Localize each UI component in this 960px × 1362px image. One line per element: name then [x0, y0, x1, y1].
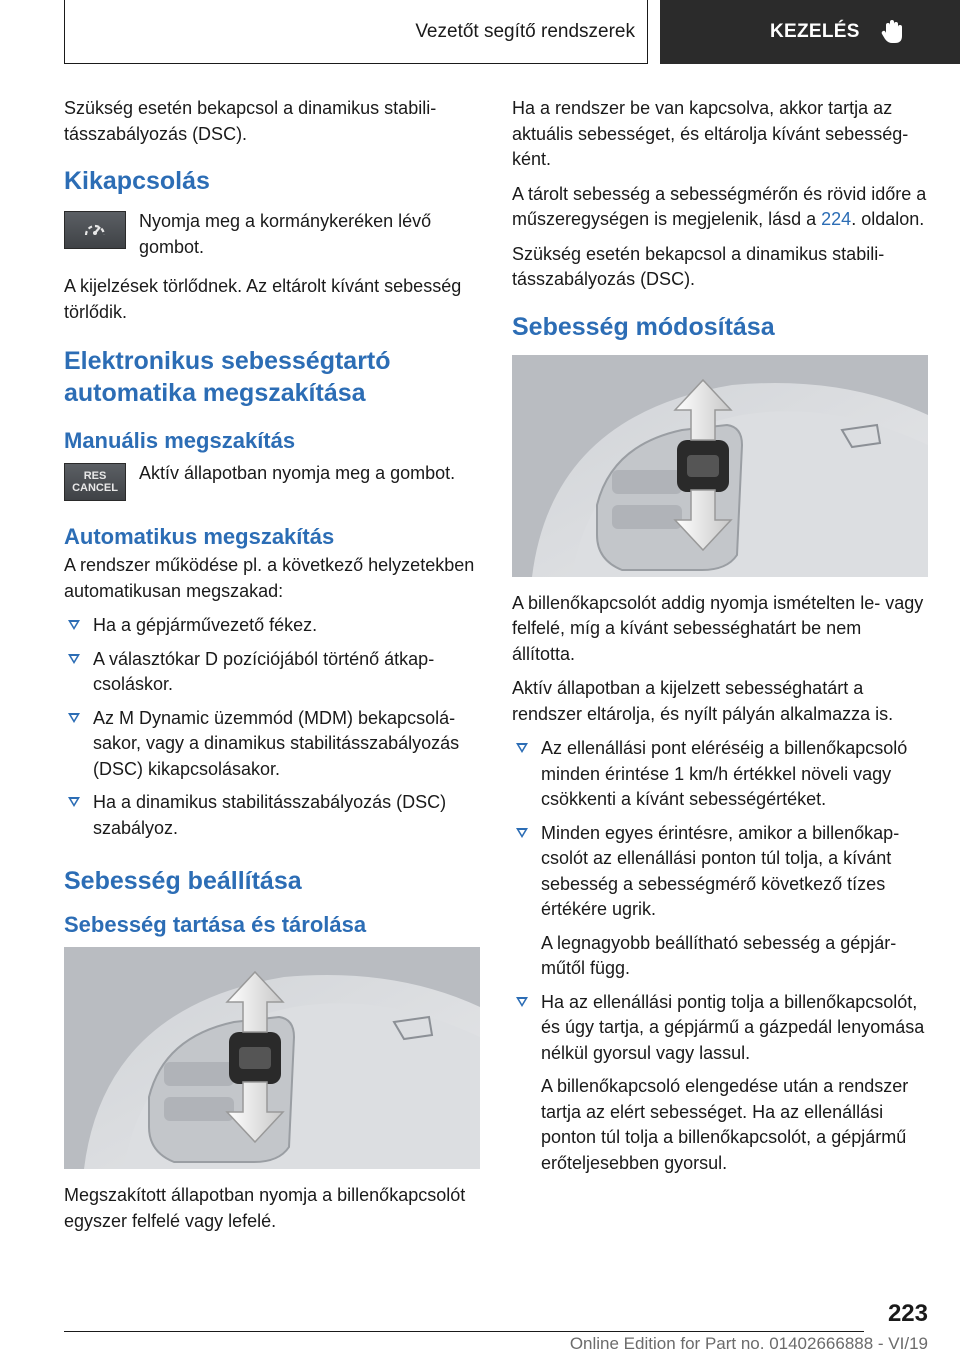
kikapcsolas-text: Nyomja meg a kormánykeréken lévő gombot. — [139, 211, 432, 257]
speed-limiter-button-icon — [64, 211, 126, 249]
left-column — [64, 96, 480, 1243]
heading-modositas: Sebesség módosítása — [512, 312, 775, 341]
triangle-bullet-icon — [516, 828, 528, 838]
manualis-row — [64, 461, 480, 501]
header-chapter-title: KEZELÉS — [770, 21, 860, 42]
edition-text: Online Edition for Part no. 01402666888 - VI/19 — [569, 1334, 928, 1353]
right-column — [512, 96, 928, 1184]
triangle-bullet-icon — [516, 743, 528, 753]
right-paragraph-2: A tárolt sebesség a sebességmérőn és rövid időre a műszeregységen is megjelenik, lásd a 224. oldalon. — [512, 183, 927, 229]
list-item: Ha az ellenállási pontig tolja a billenőkapcsolót, és úgy tartja, a gépjármű a gázpedál lenyomása nélkül gyorsul vagy lassul. A billenőkapcsoló elengedése után a rendszer tartja az elért sebességet. Ha az ellenállási ponton túl tolja a billenőkapcsolót, a gépjármű erőteljesebben gyorsul. — [512, 990, 928, 1177]
res-label: RES — [83, 470, 107, 482]
hand-pointer-icon — [880, 19, 906, 45]
triangle-bullet-icon — [68, 713, 80, 723]
list-item: A választókar D pozíciójából történő átkapcsoláskor. — [64, 647, 480, 698]
modositas-list — [512, 736, 928, 1176]
kikapcsolas-after-text: A kijelzések törlődnek. Az eltárolt kívánt sebesség törlődik. — [64, 276, 462, 322]
heading-manualis: Manuális megszakítás — [64, 428, 296, 453]
manualis-text: Aktív állapotban nyomja meg a gombot. — [139, 463, 456, 483]
page-link-224[interactable]: 224 — [821, 209, 852, 229]
speedometer-off-icon — [82, 219, 108, 241]
footer-divider — [64, 1331, 864, 1332]
triangle-bullet-icon — [516, 997, 528, 1007]
list-item-note: A billenőkapcsoló elengedése után a rendszer tartja az elért sebességet. Ha az ellenállási ponton túl tolja a billenőkapcsolót, a gépjármű erőteljesebben gyorsul. — [541, 1076, 909, 1173]
right-paragraph-1: Ha a rendszer be van kapcsolva, akkor tartja az aktuális sebességet, és eltárolja kívánt sebességként. — [512, 98, 909, 169]
intro-paragraph: Szükség esetén bekapcsol a dinamikus stabilitásszabályozás (DSC). — [64, 98, 437, 144]
automatikus-list — [64, 613, 480, 841]
steering-wheel-rocker-icon — [64, 947, 480, 1169]
header-section-box — [64, 0, 648, 64]
right-paragraph-3: Szükség esetén bekapcsol a dinamikus stabilitásszabályozás (DSC). — [512, 243, 885, 289]
res-cancel-button-icon — [64, 463, 126, 501]
steering-wheel-rocker-icon — [512, 355, 928, 577]
steering-wheel-figure-2 — [512, 355, 928, 577]
list-item: Ha a gépjárművezető fékez. — [64, 613, 480, 639]
cancel-label: CANCEL — [72, 482, 118, 494]
list-item: Ha a dinamikus stabilitásszabályozás (DSC) szabályoz. — [64, 790, 480, 841]
heading-kikapcsolas: Kikapcsolás — [64, 167, 210, 195]
automatikus-intro: A rendszer működése pl. a következő helyzetekben automatikusan megszakad: — [64, 555, 475, 601]
triangle-bullet-icon — [68, 797, 80, 807]
list-item: Az M Dynamic üzemmód (MDM) bekapcsolásakor, vagy a dinamikus stabilitásszabályozás (DSC) kikapcsolásakor. — [64, 706, 480, 783]
steering-wheel-figure — [64, 947, 480, 1169]
header-chapter-box — [660, 0, 960, 64]
list-item-note: A legnagyobb beállítható sebesség a gépjárműtől függ. — [541, 932, 897, 978]
triangle-bullet-icon — [68, 620, 80, 630]
figure-caption: Megszakított állapotban nyomja a billenőkapcsolót egyszer felfelé vagy lefelé. — [64, 1185, 466, 1231]
right-paragraph-5: Aktív állapotban a kijelzett sebességhatárt a rendszer eltárolja, és nyílt pályán alkalmazza is. — [512, 678, 894, 724]
header-section-title: Vezetőt segítő rendszerek — [415, 20, 635, 42]
right-paragraph-4: A billenőkapcsolót addig nyomja ismételten le- vagy felfelé, míg a kívánt sebességhatárt be nem állította. — [512, 592, 924, 664]
list-item: Minden egyes érintésre, amikor a billenőkapcsolót az ellenállási ponton túl tolja, a kívánt sebesség a sebességmérő következő tízes értékére ugrik. A legnagyobb beállítható sebesség a gépjárműtől függ. — [512, 821, 928, 982]
heading-sebesseg-beallitasa: Sebesség beállítása — [64, 867, 302, 895]
heading-automatikus: Automatikus megszakítás — [64, 524, 335, 549]
kikapcsolas-row — [64, 209, 480, 260]
triangle-bullet-icon — [68, 654, 80, 664]
list-item: Az ellenállási pont eléréséig a billenőkapcsoló minden érintése 1 km/h értékkel növeli vagy csökkenti a kívánt sebességértéket. — [512, 736, 928, 813]
heading-tartasa: Sebesség tartása és tárolása — [64, 912, 367, 937]
page-number: 223 — [887, 1300, 928, 1327]
heading-elektronikus: Elektronikus sebességtartó automatika megszakítása — [64, 347, 391, 407]
